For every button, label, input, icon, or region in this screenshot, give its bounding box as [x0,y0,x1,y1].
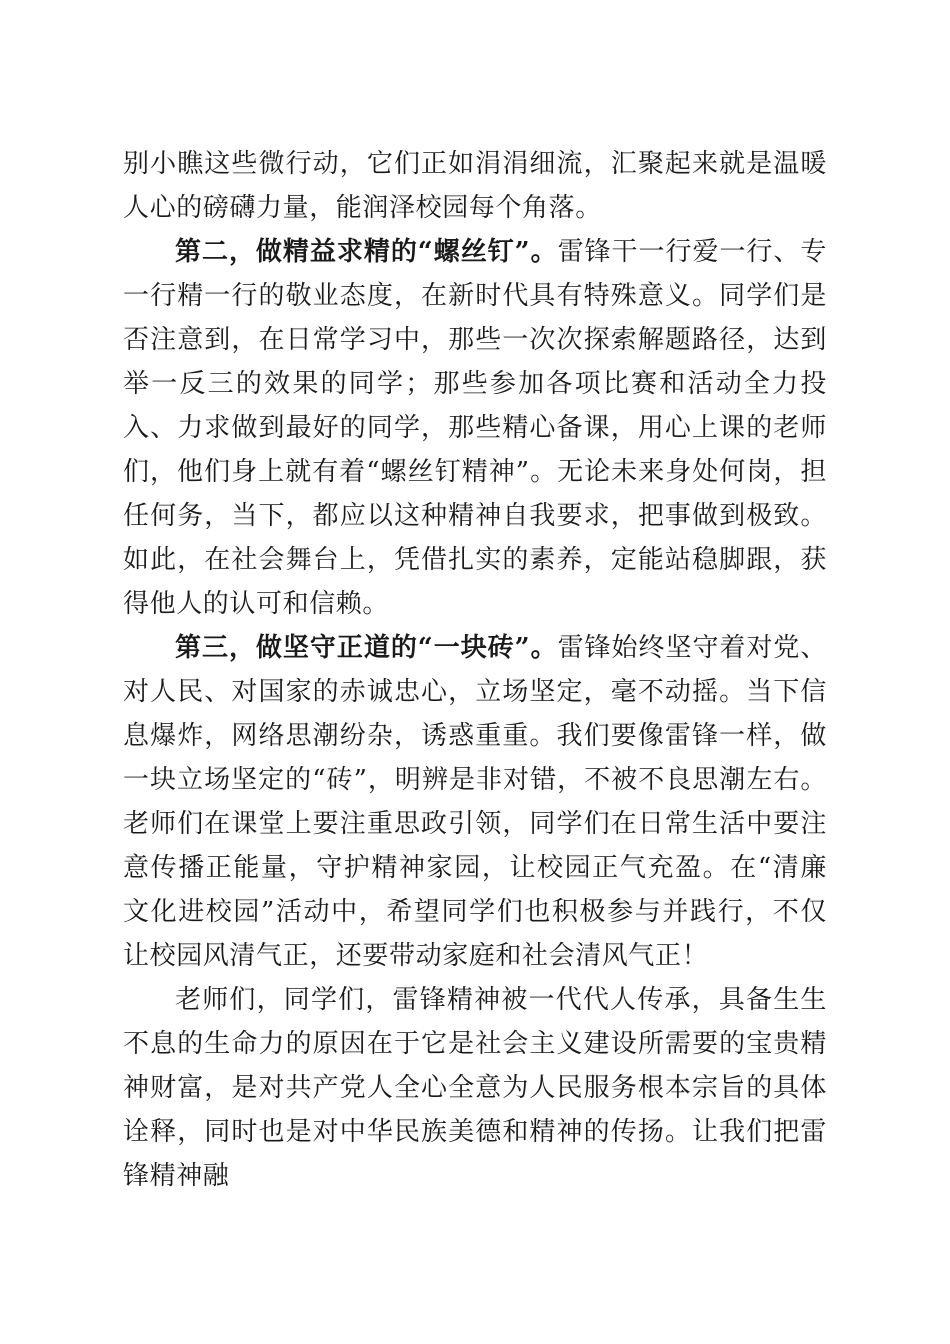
document-body [123,142,827,1198]
paragraph-heading: 第二，做精益求精的“螺丝钉”。 [175,237,558,267]
paragraph-text: 别小瞧这些微行动，它们正如涓涓细流，汇聚起来就是温暖人心的磅礴力量，能润泽校园每个角落。 [123,149,827,223]
paragraph-closing [123,978,827,1198]
paragraph-second-point [123,230,827,626]
paragraph-text: 雷锋干一行爱一行、专一行精一行的敬业态度，在新时代具有特殊意义。同学们是否注意到，在日常学习中，那些一次次探索解题路径，达到举一反三的效果的同学；那些参加各项比赛和活动全力投入、力求做到最好的同学，那些精心备课，用心上课的老师们，他们身上就有着“螺丝钉精神”。无论未来身处何岗，担任何务，当下，都应以这种精神自我要求，把事做到极致。如此，在社会舞台上，凭借扎实的素养，定能站稳脚跟，获得他人的认可和信赖。 [123,237,827,619]
paragraph-heading: 第三，做坚守正道的“一块砖”。 [175,633,558,663]
paragraph-text: 雷锋始终坚守着对党、对人民、对国家的赤诚忠心，立场坚定，毫不动摇。当下信息爆炸，网络思潮纷杂，诱惑重重。我们要像雷锋一样，做一块立场坚定的“砖”，明辨是非对错，不被不良思潮左右。老师们在课堂上要注重思政引领，同学们在日常生活中要注意传播正能量，守护精神家园，让校园正气充盈。在“清廉文化进校园”活动中，希望同学们也积极参与并践行，不仅让校园风清气正，还要带动家庭和社会清风气正！ [123,633,827,971]
paragraph-text: 老师们，同学们，雷锋精神被一代代人传承，具备生生不息的生命力的原因在于它是社会主义建设所需要的宝贵精神财富，是对共产党人全心全意为人民服务根本宗旨的具体诠释，同时也是对中华民族美德和精神的传扬。让我们把雷锋精神融 [123,985,827,1191]
paragraph-third-point [123,626,827,978]
paragraph-continuation [123,142,827,230]
